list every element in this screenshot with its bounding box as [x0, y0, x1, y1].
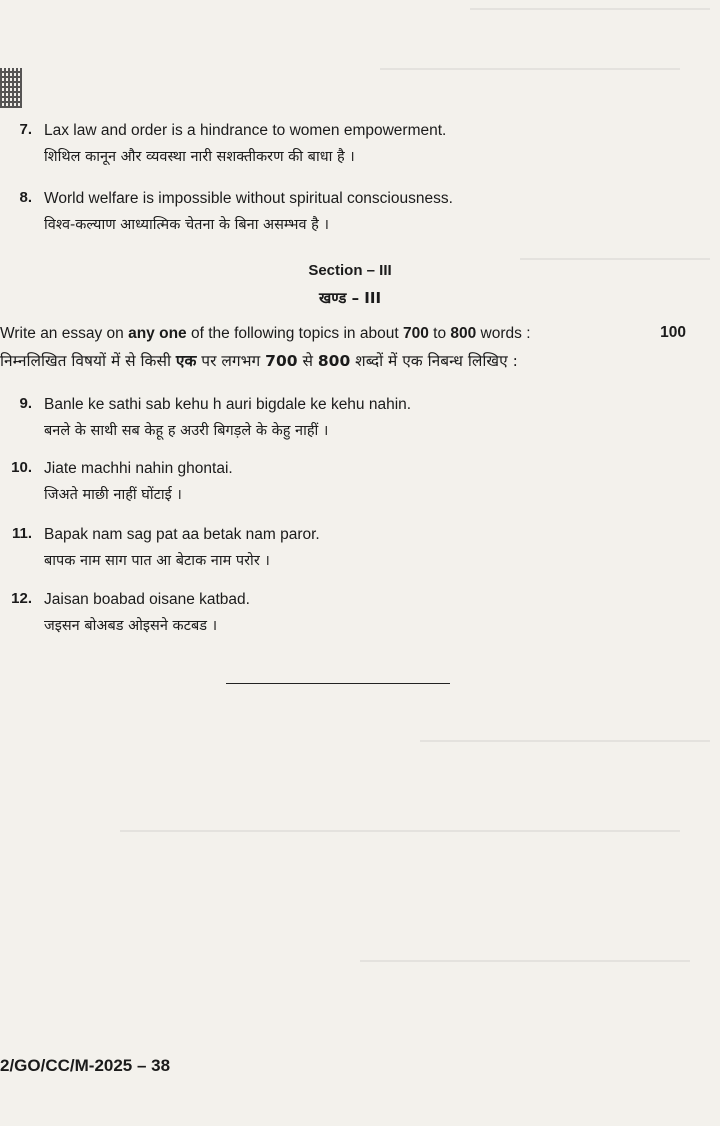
topic-number: 10.: [11, 459, 32, 476]
instruction-emphasis: 800: [317, 352, 351, 370]
instruction-hi: [0, 348, 700, 374]
topic-text-hi: बापक नाम साग पात आ बेटाक नाम परोर ।: [44, 553, 270, 569]
instruction-emphasis: any one: [128, 325, 187, 342]
instruction-text: निम्नलिखित विषयों में से किसी: [0, 352, 176, 370]
instruction-text: words :: [476, 325, 531, 342]
instruction-emphasis: 700: [402, 325, 429, 342]
section-title-hi: खण्ड – III: [318, 289, 382, 307]
qr-code: [0, 68, 22, 108]
paper-code: 2/GO/CC/M-2025 – 38: [0, 1056, 171, 1075]
question-number: 7.: [19, 121, 32, 138]
instruction-text: to: [428, 325, 451, 342]
bleed-through-mark: [420, 740, 710, 742]
bleed-through-mark: [520, 258, 710, 260]
bleed-through-mark: [470, 8, 710, 10]
question-text-en: World welfare is impossible without spiritual consciousness.: [44, 190, 453, 207]
topic-text-en: Jaisan boabad oisane katbad.: [44, 591, 250, 608]
bleed-through-mark: [120, 830, 680, 832]
instruction-en: [0, 321, 700, 347]
instruction-text: शब्दों में एक निबन्ध लिखिए :: [350, 352, 518, 370]
instruction-text: से: [297, 352, 318, 370]
topic-number: 12.: [11, 590, 32, 607]
bleed-through-mark: [380, 68, 680, 70]
instruction-text: of the following topics in about: [186, 325, 403, 342]
topic-text-en: Jiate machhi nahin ghontai.: [44, 460, 233, 477]
marks-label: 100: [660, 324, 686, 341]
instruction-emphasis: एक: [175, 352, 197, 370]
question-text-hi: विश्व-कल्याण आध्यात्मिक चेतना के बिना असम्भव है ।: [44, 217, 329, 233]
instruction-text: पर लगभग: [196, 352, 266, 370]
end-divider: [226, 683, 450, 684]
topic-number: 9.: [19, 395, 32, 412]
section-title-en: Section – III: [308, 262, 392, 279]
instruction-emphasis: 700: [265, 352, 298, 370]
topic-text-en: Banle ke sathi sab kehu h auri bigdale ke kehu nahin.: [44, 396, 412, 413]
question-number: 8.: [19, 189, 32, 206]
instruction-emphasis: 800: [450, 325, 477, 342]
bleed-through-mark: [360, 960, 690, 962]
topic-text-hi: जिअते माछी नाहीं घोंटाई ।: [44, 487, 182, 503]
topic-text-hi: बनले के साथी सब केहू ह अउरी बिगड़ले के केहु नाहीं ।: [44, 423, 329, 439]
topic-number: 11.: [11, 525, 32, 542]
instruction-text: Write an essay on: [0, 325, 129, 342]
topic-text-en: Bapak nam sag pat aa betak nam paror.: [44, 526, 320, 543]
question-text-hi: शिथिल कानून और व्यवस्था नारी सशक्तीकरण की बाधा है ।: [44, 149, 355, 165]
topic-text-hi: जइसन बोअबड ओइसने कटबड ।: [44, 618, 218, 634]
question-text-en: Lax law and order is a hindrance to women empowerment.: [44, 122, 447, 139]
